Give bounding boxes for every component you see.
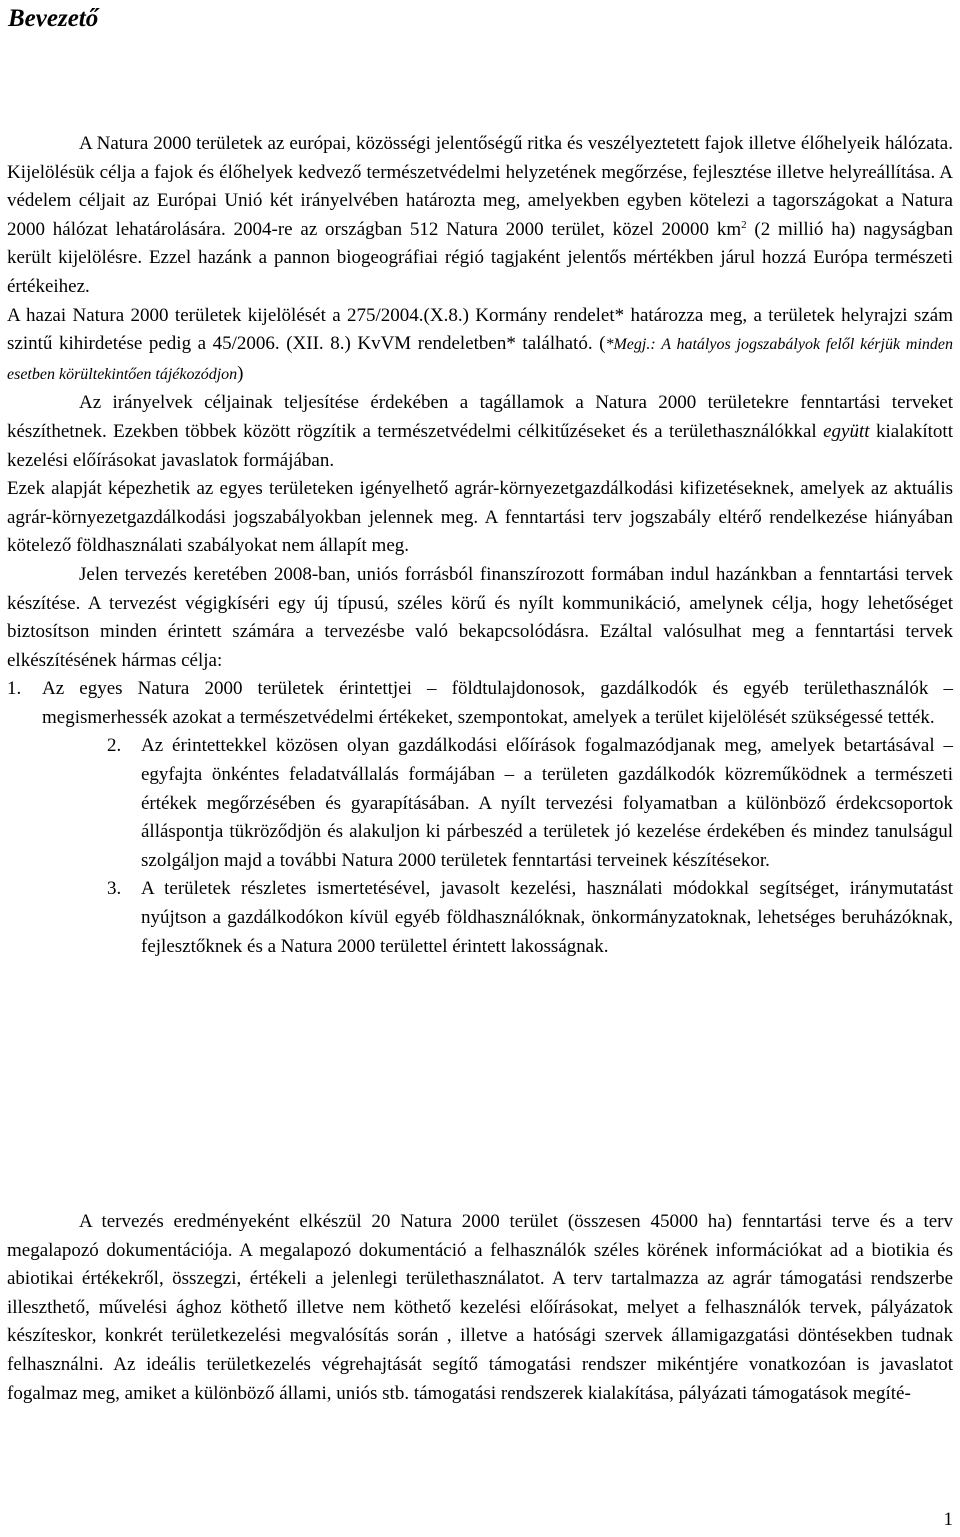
list-number: 1.	[7, 678, 22, 700]
paragraph-maintenance-plans	[7, 389, 953, 475]
paragraph-results: A tervezés eredményeként elkészül 20 Natura 2000 terület (összesen 45000 ha) fenntartási terve és a terv megalapozó dokumentációja. A megalapozó dokumentáció a felhasználók széles körének információkat ad a biotikia és abiotikai értékekről, összegzi, értékeli a jelenlegi területhasználatot. A terv tartalmazza az agrár támogatási rendszerbe illeszthető, művelési ághoz köthető illetve nem köthető kezelési előírásokat, melyet a felhasználók tervek, pályázatok készíteskor, konkrét területkezelési megvalósítás során , illetve a hatósági szervek államigazgatási döntésekben tudnak felhasználni. Az ideális területkezelés végrehajtását segítő támogatási rendszer mikéntjére vonatkozóan is javaslatot fogalmaz meg, amiket a különböző állami, uniós stb. támogatási rendszerek kialakítása, pályázati támogatások megíté-	[7, 1211, 953, 1404]
page-title: Bevezető	[8, 5, 99, 32]
list-item-3	[107, 875, 953, 961]
paragraph-text: A hazai Natura 2000 területek kijelölését a 275/2004.(X.8.) Kormány rendelet* határozza meg, a területek helyrajzi szám szintű kihirdetése pedig a 45/2006. (XII. 8.) KvVM rendeletben* található. (	[7, 304, 953, 355]
list-item-2	[107, 732, 953, 875]
closing-section	[7, 1208, 953, 1408]
emphasis-together: együtt	[823, 420, 870, 442]
superscript-2: 2	[741, 218, 747, 231]
list-text: A területek részletes ismertetésével, javasolt kezelési, használati módokkal segítséget, iránymutatást nyújtson a gazdálkodókon kívül egyéb földhasználóknak, önkormányzatoknak, lehetséges beruházóknak, fejlesztőknek és a Natura 2000 területtel érintett lakosságnak.	[141, 878, 953, 957]
paragraph-text-cont: kialakított kezelési előírásokat javaslatok formájában.	[7, 420, 953, 471]
paragraph-agri-payments: Ezek alapját képezhetik az egyes területeken igényelhető agrár-környezetgazdálkodási kifizetéseknek, amelyek az aktuális agrár-környezetgazdálkodási jogszabályokban jelennek meg. A fenntartási terv jogszabály eltérő rendelkezése hiányában kötelező földhasználati szabályokat nem állapít meg.	[7, 478, 953, 557]
list-item-1	[7, 675, 953, 732]
paragraph-legal-basis	[7, 302, 953, 390]
paragraph-text: Az irányelvek céljainak teljesítése érdekében a tagállamok a Natura 2000 területekre fenntartási terveket készíthetnek. Ezekben többek között rögzítik a természetvédelmi célkitűzéseket és a területhasználókkal	[7, 392, 953, 442]
footnote-remark: *Megj.: A hatályos jogszabályok felől kérjük minden esetben körültekintően tájékozódjon	[7, 336, 953, 383]
list-text: Az egyes Natura 2000 területek érintettjei – földtulajdonosok, gazdálkodók és egyéb területhasználók – megismerhessék azokat a természetvédelmi értékeket, szempontokat, amelyek a terület kijelölését szükségessé tették.	[42, 678, 953, 728]
paragraph-text: A Natura 2000 területek az európai, közösségi jelentőségű ritka és veszélyeztetett fajok illetve élőhelyeik hálózata. Kijelölésük célja a fajok és élőhelyek kedvező természetvédelmi helyzetének megőrzése, fejlesztése illetve helyreállítása. A védelem céljait az Európai Unió két irányelvében határozta meg, amelyekben egyben kötelezi a tagországokat a Natura 2000 hálózat lehatárolására. 2004-re az országban 512 Natura 2000 terület, közel 20000 km	[7, 133, 953, 240]
list-number: 2.	[107, 735, 122, 757]
paragraph-natura-definition	[7, 130, 953, 302]
paragraph-text-cont: (2 millió ha) nagyságban került kijelölésre. Ezzel hazánk a pannon biogeográfiai régió tagjaként jelentős mértékben járul hozzá Európa természeti értékeihez.	[7, 218, 953, 297]
list-number: 3.	[107, 878, 122, 900]
list-text: Az érintettekkel közösen olyan gazdálkodási előírások fogalmazódjanak meg, amelyek betartásával – egyfajta önkéntes feladatvállalás formájában – a területen gazdálkodók közreműködnek a természeti értékek megőrzésében és gyarapításában. A nyílt tervezési folyamatban a különböző érdekcsoportok álláspontja tükröződjön és alakuljon ki párbeszéd a területek jó kezelése érdekében és mindez tanulságul szolgáljon majd a további Natura 2000 területek fenntartási terveinek készítésekor.	[141, 735, 953, 871]
paragraph-planning-2008: Jelen tervezés keretében 2008-ban, uniós forrásból finanszírozott formában indul hazánkban a fenntartási tervek készítése. A tervezést végigkíséri egy új típusú, széles körű és nyílt kommunikáció, amelynek célja, hogy lehetőséget biztosítson minden érintett számára a tervezésbe való bekapcsolódásra. Ezáltal valósulhat meg a fenntartási tervek elkészítésének hármas célja:	[7, 563, 953, 671]
closing-paren: )	[237, 362, 244, 384]
intro-section	[7, 130, 953, 961]
page-number: 1	[943, 1509, 953, 1530]
